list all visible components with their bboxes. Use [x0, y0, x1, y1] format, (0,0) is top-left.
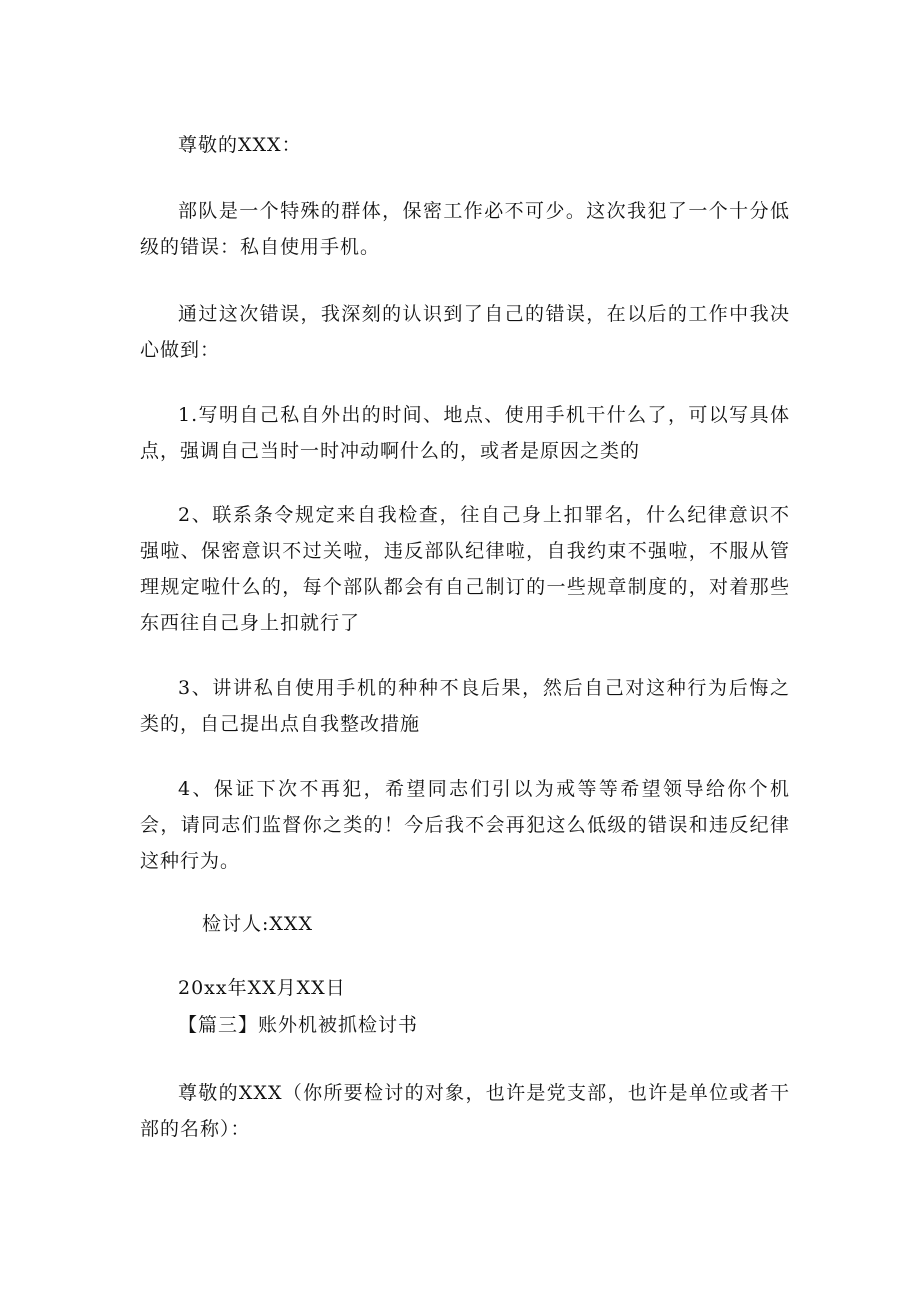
signer: 检讨人:XXX [202, 913, 313, 935]
date: 20xx年XX月XX日 [178, 977, 346, 999]
section-title: 【篇三】账外机被抓检讨书 [178, 1014, 419, 1036]
paragraph-item-4: 4、保证下次不再犯，希望同志们引以为戒等等希望领导给你个机会，请同志们监督你之类的！今后我不会再犯这么低级的错误和违反纪律这种行为。 [140, 778, 790, 872]
paragraph-item-3: 3、讲讲私自使用手机的种种不良后果，然后自己对这种行为后悔之类的，自己提出点自我整改措施 [140, 677, 790, 735]
paragraph-item-2: 2、联系条令规定来自我检查，往自己身上扣罪名，什么纪律意识不强啦、保密意识不过关啦，违反部队纪律啦，自我约束不强啦，不服从管理规定啦什么的，每个部队都会有自己制订的一些规章制度的，对着那些东西往自己身上扣就行了 [140, 504, 790, 634]
paragraph-2: 通过这次错误，我深刻的认识到了自己的错误，在以后的工作中我决心做到： [140, 303, 790, 361]
salutation: 尊敬的XXX： [178, 134, 302, 156]
salutation-2: 尊敬的XXX（你所要检讨的对象，也许是党支部，也许是单位或者干部的名称）： [140, 1082, 790, 1140]
paragraph-item-1: 1.写明自己私自外出的时间、地点、使用手机干什么了，可以写具体点，强调自己当时一时冲动啊什么的，或者是原因之类的 [140, 404, 790, 462]
paragraph-1: 部队是一个特殊的群体，保密工作必不可少。这次我犯了一个十分低级的错误：私自使用手机。 [140, 200, 790, 258]
